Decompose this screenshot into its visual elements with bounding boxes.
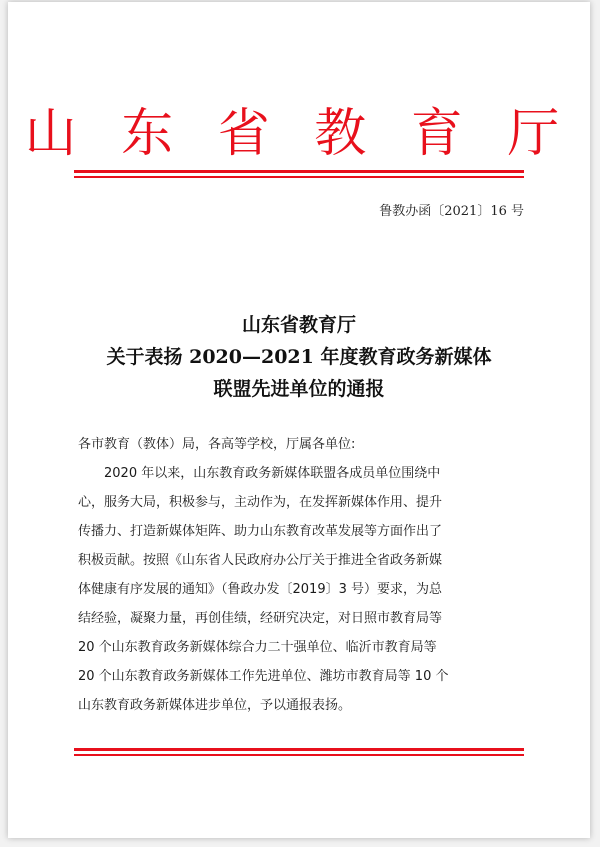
paragraph-line: 20 个山东教育政务新媒体综合力二十强单位、临沂市教育局等 (78, 640, 437, 655)
paragraph-line: 结经验，凝聚力量，再创佳绩，经研究决定，对日照市教育局等 (78, 611, 443, 626)
paragraph-line: 体健康有序发展的通知》（鲁政办发〔2019〕3 号）要求，为总 (78, 582, 442, 597)
letterhead-title: 山 东 省 教 育 厅 (24, 104, 574, 164)
footer-red-line-thin (74, 754, 524, 756)
paragraph-line: 积极贡献。按照《山东省人民政府办公厅关于推进全省政务新媒 (78, 553, 443, 568)
document-title-line-3: 联盟先进单位的通报 (213, 378, 385, 400)
document-number: 鲁教办函〔2021〕16 号 (379, 204, 524, 219)
paragraph-line: 传播力、打造新媒体矩阵、助力山东教育改革发展等方面作出了 (78, 524, 443, 539)
letterhead-red-line-thick (74, 170, 524, 173)
paragraph-line: 20 个山东教育政务新媒体工作先进单位、潍坊市教育局等 10 个 (78, 669, 449, 684)
letterhead-red-line-thin (74, 176, 524, 178)
document-title-line-1: 山东省教育厅 (241, 314, 356, 336)
paragraph-line: 山东教育政务新媒体进步单位，予以通报表扬。 (78, 698, 352, 713)
salutation: 各市教育（教体）局，各高等学校，厅属各单位: (78, 437, 356, 452)
paragraph-line: 心，服务大局，积极参与，主动作为，在发挥新媒体作用、提升 (78, 495, 443, 510)
document-page (8, 2, 590, 838)
footer-red-line-thick (74, 748, 524, 751)
document-title-line-2: 关于表扬 2020—2021 年度教育政务新媒体 (106, 346, 492, 368)
paragraph-line: 2020 年以来，山东教育政务新媒体联盟各成员单位围绕中 (104, 466, 441, 481)
